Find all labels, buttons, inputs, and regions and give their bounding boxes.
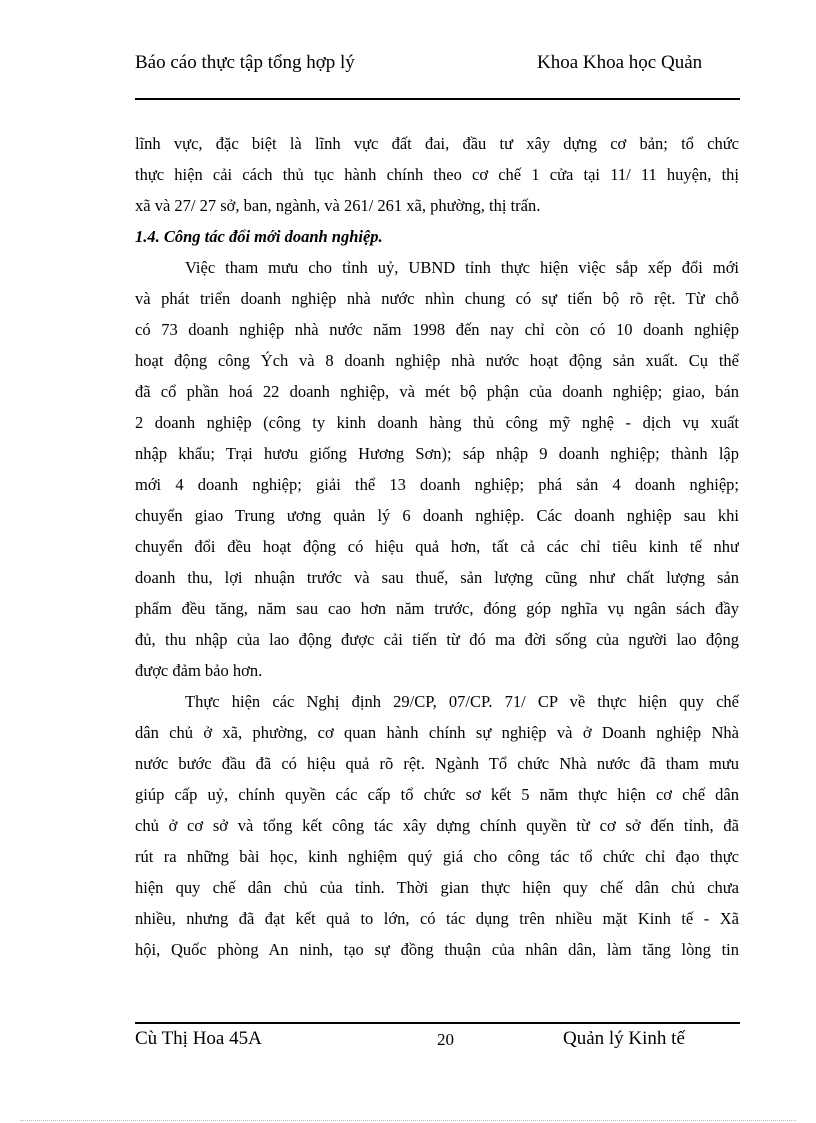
text-line: hiện quy chế dân chủ của tỉnh. Thời gian thực hiện quy chế dân chủ chưa [135, 878, 739, 897]
section-heading: 1.4. Công tác đổi mới doanh nghiệp. [135, 227, 383, 246]
text-line: lĩnh vực, đặc biệt là lĩnh vực đất đai, đầu tư xây dựng cơ bản; tổ chức [135, 134, 739, 153]
text-line: chuyển giao Trung ương quản lý 6 doanh nghiệp. Các doanh nghiệp sau khi [135, 506, 739, 525]
text-line: mới 4 doanh nghiệp; giải thể 13 doanh nghiệp; phá sản 4 doanh nghiệp; [135, 475, 739, 494]
footer-author: Cù Thị Hoa 45A [135, 1028, 262, 1049]
footer-divider [135, 1022, 740, 1024]
text-line: thực hiện cải cách thủ tục hành chính theo cơ chế 1 cửa tại 11/ 11 huyện, thị [135, 165, 739, 184]
text-line: chủ ở cơ sở và tổng kết công tác xây dựng chính quyền từ cơ sở đến tỉnh, đã [135, 816, 739, 835]
text-line: nhập khẩu; Trại hươu giống Hương Sơn); sáp nhập 9 doanh nghiệp; thành lập [135, 444, 739, 463]
text-line: đã cổ phần hoá 22 doanh nghiệp, và mét bộ phận của doanh nghiệp; giao, bán [135, 382, 739, 401]
text-line: hoạt động công Ých và 8 doanh nghiệp nhà nước hoạt động sản xuất. Cụ thể [135, 351, 739, 370]
page-bottom-edge [20, 1120, 796, 1121]
text-line: hội, Quốc phòng An ninh, tạo sự đồng thuận của nhân dân, làm tăng lòng tin [135, 940, 739, 959]
text-line: doanh thu, lợi nhuận trước và sau thuế, sản lượng cũng như chất lượng sản [135, 568, 739, 587]
header-divider [135, 98, 740, 100]
text-line: xã và 27/ 27 sở, ban, ngành, và 261/ 261 xã, phường, thị trấn. [135, 196, 541, 215]
page-number: 20 [437, 1030, 454, 1049]
header-title-left: Báo cáo thực tập tổng hợp lý [135, 52, 355, 73]
text-line: giúp cấp uỷ, chính quyền các cấp tổ chức sơ kết 5 năm thực hiện cơ chế dân [135, 785, 739, 804]
text-line: chuyển đổi đều hoạt động có hiệu quả hơn, tất cả các chỉ tiêu kinh tế như [135, 537, 739, 556]
text-line: đủ, thu nhập của lao động được cải tiến từ đó ma đời sống của người lao động [135, 630, 739, 649]
text-line: nhiều, nhưng đã đạt kết quả to lớn, có tác dụng trên nhiều mặt Kinh tế - Xã [135, 909, 739, 928]
text-line: nước bước đầu đã có hiệu quả rõ rệt. Ngành Tổ chức Nhà nước đã tham mưu [135, 754, 739, 773]
text-line: dân chủ ở xã, phường, cơ quan hành chính sự nghiệp và ở Doanh nghiệp Nhà [135, 723, 739, 742]
text-line: 2 doanh nghiệp (công ty kinh doanh hàng thủ công mỹ nghệ - dịch vụ xuất [135, 413, 739, 432]
paragraph-2 [135, 252, 739, 686]
footer-department: Quản lý Kinh tế [563, 1028, 685, 1049]
text-line: rút ra những bài học, kinh nghiệm quý giá cho công tác tổ chức chỉ đạo thực [135, 847, 739, 866]
text-line: được đảm bảo hơn. [135, 661, 263, 680]
text-line: và phát triển doanh nghiệp nhà nước nhìn chung có sự tiến bộ rõ rệt. Từ chỗ [135, 289, 739, 308]
text-line: Việc tham mưu cho tỉnh uỷ, UBND tỉnh thực hiện việc sắp xếp đổi mới [185, 258, 739, 277]
text-line: có 73 doanh nghiệp nhà nước năm 1998 đến nay chỉ còn có 10 doanh nghiệp [135, 320, 739, 339]
header-title-right: Khoa Khoa học Quản [537, 52, 703, 73]
text-line: phẩm đều tăng, năm sau cao hơn năm trước, đóng góp nghĩa vụ ngân sách đầy [135, 599, 739, 618]
page-body [135, 128, 739, 965]
text-line: Thực hiện các Nghị định 29/CP, 07/CP. 71/ CP về thực hiện quy chế [185, 692, 739, 711]
paragraph-3 [135, 686, 739, 965]
paragraph-1 [135, 128, 739, 221]
